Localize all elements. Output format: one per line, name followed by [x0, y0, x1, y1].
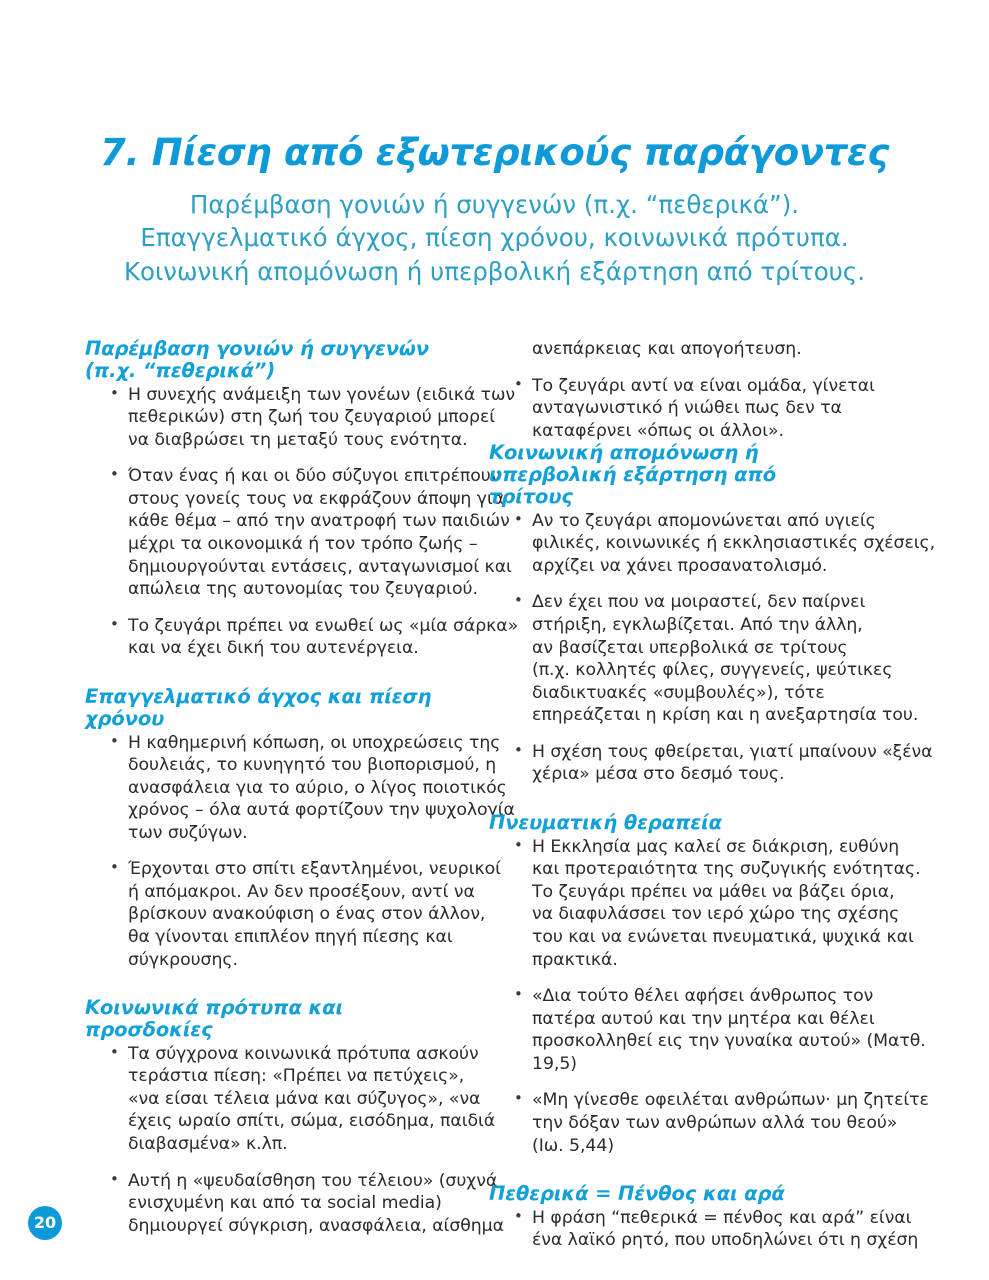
section-social-isolation [489, 441, 936, 786]
text-line: αρχίζει να χάνει προσανατολισμό. [532, 555, 828, 576]
text-line: κάθε θέμα – από την ανατροφή των παιδιών [128, 511, 510, 532]
text-line: επηρεάζεται η κρίση και η ανεξαρτησία του. [532, 705, 919, 726]
section-work-stress [85, 684, 515, 971]
text-line: αν βασίζεται υπερβολικά σε τρίτους [532, 637, 848, 658]
text-line: «να είσαι τέλεια μάνα και σύζυγος», «να [128, 1088, 481, 1109]
text-line: διαδικτυακές «συμβουλές»), τότε [532, 682, 825, 703]
section-heading [489, 1183, 859, 1205]
subtitle-line: Κοινωνική απομόνωση ή υπερβολική εξάρτηση από τρίτους. [123, 257, 866, 287]
text-line: • Η Εκκλησία μας καλεί σε διάκριση, ευθύνη [532, 836, 900, 857]
text-line: (π.χ. κολλητές φίλες, συγγενείς, ψεύτικες [532, 660, 893, 681]
section-heading [85, 686, 455, 730]
section-heading [85, 997, 455, 1041]
section-spiritual-therapy [489, 810, 929, 1157]
list-item [489, 741, 933, 786]
text-line: βρίσκουν ανακούφιση ο ένας στον άλλον, [128, 904, 486, 925]
list-item [489, 836, 921, 971]
text-line: • Όταν ένας ή και οι δύο σύζυγοι επιτρέπουν [128, 466, 501, 487]
list-item [489, 591, 919, 726]
section-social-standards [85, 996, 504, 1237]
text-line: • Έρχονται στο σπίτι εξαντλημένοι, νευρικοί [128, 859, 501, 880]
text-line: • Το ζευγάρι πρέπει να ενωθεί ως «μία σάρκα» [128, 615, 519, 636]
text-line: την δόξαν των ανθρώπων αλλά του θεού» [532, 1112, 898, 1133]
list-item [85, 1043, 496, 1156]
text-line: και να έχει δική του αυτενέργεια. [128, 638, 419, 659]
text-line: διαβασμένα» κ.λπ. [128, 1134, 288, 1155]
text-line: πρακτικά. [532, 949, 618, 970]
text-line: • Η συνεχής ανάμειξη των γονέων (ειδικά των [128, 384, 516, 405]
text-line: πεθερικών) στη ζωή του ζευγαριού μπορεί [128, 407, 496, 428]
text-line: • Η σχέση τους φθείρεται, γιατί μπαίνουν «ξένα [532, 741, 933, 762]
text-line: φιλικές, κοινωνικές ή εκκλησιαστικές σχέσεις, [532, 533, 936, 554]
right-column [489, 338, 936, 1252]
heading-line: Επαγγελματικό άγχος και πίεση [85, 684, 432, 708]
text-line: (Ιω. 5,44) [532, 1135, 615, 1156]
subtitle-line: Παρέμβαση γονιών ή συγγενών (π.χ. “πεθερικά”). [189, 189, 800, 219]
text-line: απώλεια της αυτονομίας του ζευγαριού. [128, 579, 478, 600]
section-heading [85, 338, 455, 382]
text-line: ανταγωνιστικό ή νιώθει πως δεν τα [532, 398, 842, 419]
text-line: Το ζευγάρι πρέπει να μάθει να βάζει όρια, [532, 881, 895, 902]
bullet-list [489, 510, 936, 786]
continuation-text: ανεπάρκειας και απογοήτευση. [532, 339, 802, 359]
bullet-list [489, 375, 875, 443]
text-line: ενισχυμένη και από τα social media) [128, 1193, 442, 1214]
bullet-list [85, 732, 515, 972]
page-title: 7. Πίεση από εξωτερικούς παράγοντες [100, 131, 889, 174]
text-line: έχεις ωραίο σπίτι, σώμα, εισόδημα, παιδιά [128, 1111, 496, 1132]
heading-line: προσδοκίες [85, 1017, 213, 1041]
text-line: στήριξη, εγκλωβίζεται. Από την άλλη, [532, 614, 863, 635]
text-line: • Το ζευγάρι αντί να είναι ομάδα, γίνεται [532, 375, 875, 396]
text-line: • Αυτή η «ψευδαίσθηση του τέλειου» (συχνά [128, 1170, 498, 1191]
list-item [489, 985, 926, 1075]
list-item [85, 858, 501, 971]
heading-line: υπερβολική εξάρτηση από τρίτους [489, 463, 777, 508]
text-line: και προτεραιότητα της συζυγικής ενότητας. [532, 859, 921, 880]
text-line: χέρια» μέσα στο δεσμό τους. [532, 764, 785, 785]
text-line: • Η καθημερινή κόπωση, οι υποχρεώσεις της [128, 732, 501, 753]
text-line: ένα λαϊκό ρητό, που υποδηλώνει ότι η σχέση [532, 1230, 919, 1251]
text-line: δουλειάς, το κυνηγητό του βιοπορισμού, η [128, 755, 497, 776]
text-line: καταφέρνει «όπως οι άλλοι». [532, 420, 784, 441]
page-header [0, 132, 989, 289]
left-column [85, 337, 519, 1237]
text-line: των συζύγων. [128, 822, 248, 843]
text-line: να διαφυλάσσει τον ιερό χώρο της σχέσης [532, 904, 900, 925]
section-heading [489, 442, 859, 507]
heading-line: (π.χ. “πεθερικά”) [85, 358, 276, 382]
list-item [489, 1089, 929, 1157]
page-subtitle [115, 188, 875, 289]
subtitle-line: Επαγγελματικό άγχος, πίεση χρόνου, κοινωνικά πρότυπα. [140, 223, 849, 253]
heading-line: Πνευματική θεραπεία [489, 810, 722, 834]
bullet-list [489, 836, 929, 1157]
heading-line: Κοινωνική απομόνωση ή [489, 441, 759, 465]
list-item [85, 615, 519, 660]
bullet-list [489, 1207, 919, 1252]
text-line: μέχρι τα οικονομικά ή τον τρόπο ζωής – [128, 534, 478, 555]
list-item [85, 465, 512, 600]
heading-line: Πεθερικά = Πένθος και αρά [489, 1182, 785, 1206]
text-line: • Η φράση “πεθερικά = πένθος και αρά” είναι [532, 1207, 912, 1228]
text-line: ή απόμακροι. Αν δεν προσέξουν, αντί να [128, 881, 475, 902]
text-line: σύγκρουσης. [128, 949, 238, 970]
list-item [85, 732, 515, 845]
text-line: 19,5) [532, 1053, 577, 1074]
list-item [489, 510, 936, 578]
bullet-list [85, 384, 519, 660]
bullet-list [85, 1043, 504, 1238]
text-line: • Τα σύγχρονα κοινωνικά πρότυπα ασκούν [128, 1043, 479, 1064]
text-line: • Δεν έχει που να μοιραστεί, δεν παίρνει [532, 592, 866, 613]
text-line: χρόνος – όλα αυτά φορτίζουν την ψυχολογία [128, 800, 515, 821]
text-line: του και να ενώνεται πνευματικά, ψυχικά και [532, 927, 914, 947]
heading-line: Κοινωνικά πρότυπα και [85, 996, 344, 1020]
heading-line: χρόνου [85, 706, 165, 730]
text-line: • Αν το ζευγάρι απομονώνεται από υγιείς [532, 510, 876, 531]
text-line: πατέρα αυτού και την μητέρα και θέλει [532, 1008, 875, 1029]
text-line: θα γίνονται επιπλέον πηγή πίεσης και [128, 927, 453, 947]
list-item [85, 1170, 504, 1238]
heading-line: Παρέμβαση γονιών ή συγγενών [85, 337, 429, 360]
text-line: στους γονείς τους να εκφράζουν άποψη για [128, 488, 505, 509]
text-line: προσκολληθεί εις την γυναίκα αυτού» (Ματθ. [532, 1031, 926, 1052]
text-line: να διαβρώσει τη μεταξύ τους ενότητα. [128, 429, 468, 450]
section-in-laws-saying [489, 1182, 919, 1252]
list-item [85, 384, 516, 452]
text-line: δημιουργεί σύγκριση, ανασφάλεια, αίσθημα [128, 1215, 504, 1236]
section-parental-interference [85, 337, 519, 660]
text-line: τεράστια πίεση: «Πρέπει να πετύχεις», [128, 1066, 465, 1087]
text-line: δημιουργούνται εντάσεις, ανταγωνισμοί και [128, 556, 512, 577]
text-line: • «Δια τούτο θέλει αφήσει άνθρωπος τον [532, 986, 874, 1007]
page-number-badge: 20 [28, 1206, 62, 1240]
text-line: ανασφάλεια για το αύριο, ο λίγος ποιοτικός [128, 777, 507, 798]
list-item [489, 1207, 919, 1252]
list-item [489, 375, 875, 443]
section-heading [489, 812, 859, 834]
text-line: • «Μη γίνεσθε οφειλέται ανθρώπων· μη ζητείτε [532, 1090, 929, 1111]
